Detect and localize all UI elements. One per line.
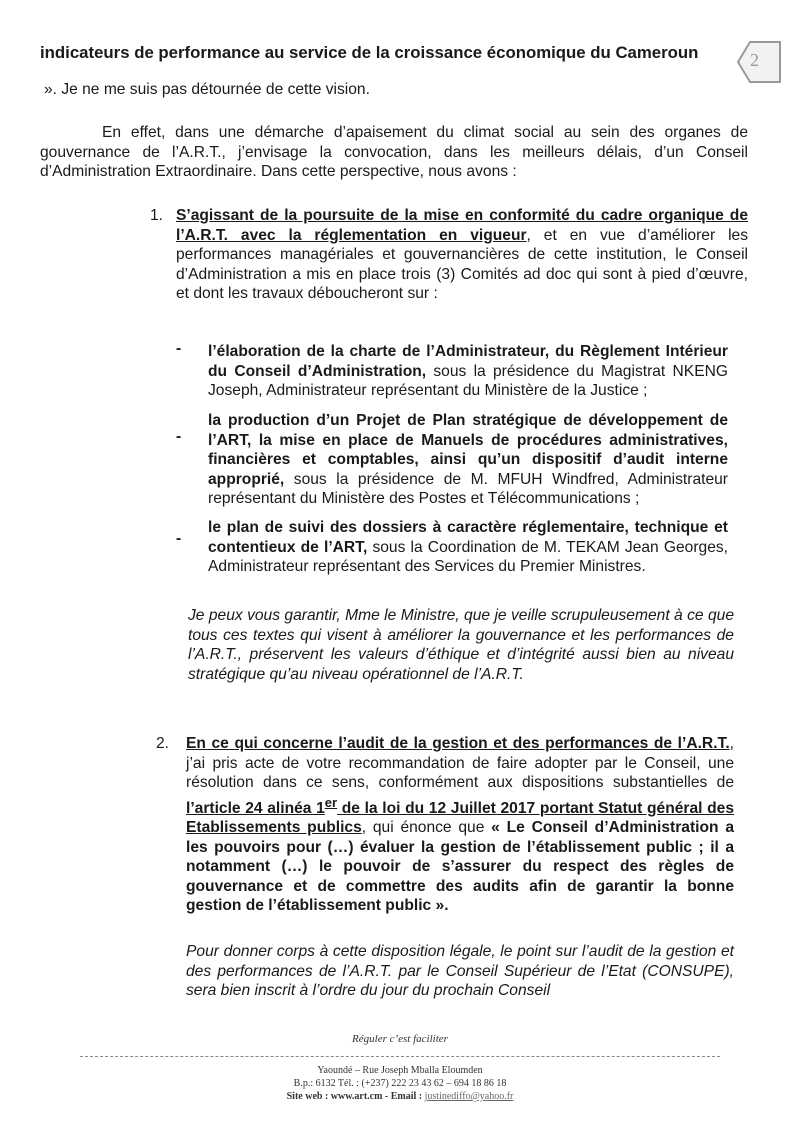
law-quote: « Le Conseil d’Administration a les pouvoirs pour (…) évaluer la gestion de l’établissement public ; il a notamment (…) le pouvoir de s’assurer du respect des règles de gouvernance et de commettre des audits afin de garantir la bonne gestion de l’établissement public ». (186, 819, 734, 915)
bullet-2 (208, 411, 728, 509)
footer-address: Yaoundé – Rue Joseph Mballa Eloumden (317, 1065, 483, 1076)
bullet-1 (208, 342, 728, 401)
bullet-2-rest: sous la présidence de M. MFUH Windfred, Administrateur représentant du Ministère des Postes et Télécommunications ; (208, 470, 728, 507)
item-2-heading: En ce qui concerne l’audit de la gestion et des performances de l’A.R.T. (186, 735, 730, 752)
footer-email-link[interactable]: justinediffo@yahoo.fr (424, 1091, 514, 1102)
bullet-2-dash: - (176, 428, 182, 445)
footer-motto: Réguler c’est faciliter (352, 1033, 448, 1045)
footer-phone: B.p.: 6132 Tél. : (+237) 222 23 43 62 – 694 18 86 18 (293, 1078, 507, 1089)
item-2-paragraph (186, 734, 734, 916)
bullet-3-rest: sous la Coordination de M. TEKAM Jean Georges, Administrateur représentant des Services du Premier Ministres. (208, 538, 728, 575)
item-1-number: 1. (150, 207, 164, 224)
page-number-badge (736, 40, 782, 84)
bullet-3 (208, 518, 728, 577)
item-1-paragraph (176, 206, 748, 304)
law-reference-b: de la loi du 12 Juillet 2017 portant Statut général des Etablissements publics (186, 799, 734, 837)
item-1-heading: S’agissant de la poursuite de la mise en conformité du cadre organique de l’A.R.T. avec la réglementation en vigueur (176, 207, 748, 244)
footer-divider (80, 1056, 720, 1057)
opening-line-2: ». Je ne me suis pas détournée de cette vision. (44, 81, 370, 98)
arrow-badge-icon (736, 40, 782, 84)
bullet-3-dash: - (176, 530, 182, 547)
footer-contact (0, 1090, 800, 1103)
bullet-1-rest: sous la présidence du Magistrat NKENG Joseph, Administrateur représentant du Ministère de la Justice ; (208, 362, 728, 399)
page-number: 2 (750, 50, 759, 70)
item-2-text-a: , j’ai pris acte de votre recommandation de faire adopter par le Conseil, une résolution dans ce sens, conformément aux dispositions substantielles de (186, 735, 734, 791)
bullet-1-bold: l’élaboration de la charte de l’Administrateur, du Règlement Intérieur du Conseil d’Administration, (208, 343, 728, 380)
opening-line-1: indicateurs de performance au service de la croissance économique du Cameroun (40, 43, 699, 62)
law-reference-a: l’article 24 alinéa 1 (186, 799, 325, 817)
item-2-italic-note: Pour donner corps à cette disposition légale, le point sur l’audit de la gestion et des performances de l’A.R.T. par le Conseil Supérieur de l’Etat (CONSUPE), sera bien inscrit à l’ordre du jour du prochain Conseil (186, 943, 734, 999)
bullet-1-dash: - (176, 340, 182, 357)
bullet-3-bold: le plan de suivi des dossiers à caractère réglementaire, technique et contentieux de l’ART, (208, 519, 728, 556)
footer-web-label: Site web : www.art.cm - Email : (286, 1091, 425, 1102)
item-1-italic-note: Je peux vous garantir, Mme le Ministre, que je veille scrupuleusement à ce que tous ces textes qui visent à améliorer la gouvernance et les performances de l’A.R.T., préservent les valeurs d’éthique et d’intégrité aussi bien au niveau stratégique qu’au niveau opérationnel de l’A.R.T. (188, 607, 734, 683)
item-2-text-b: , qui énonce que (361, 819, 492, 837)
item-2-number: 2. (156, 735, 170, 752)
item-1-text: , et en vue d’améliorer les performances managériales et gouvernancières de cette institution, le Conseil d’Administration a mis en place trois (3) Comités ad doc qui sont à pied d’œuvre, et dont les travaux déboucheront sur : (176, 226, 748, 302)
law-reference-sup: er (324, 794, 338, 810)
intro-paragraph: En effet, dans une démarche d’apaisement du climat social au sein des organes de gouvernance de l’A.R.T., j’envisage la convocation, dans les meilleurs délais, d’un Conseil d’Administration Extraordinaire. Dans cette perspective, nous avons : (40, 124, 748, 180)
bullet-2-bold: la production d’un Projet de Plan stratégique de développement de l’ART, la mise en place de Manuels de procédures administratives, financières et comptables, ainsi qu’un dispositif d’audit interne approprié, (208, 412, 728, 488)
